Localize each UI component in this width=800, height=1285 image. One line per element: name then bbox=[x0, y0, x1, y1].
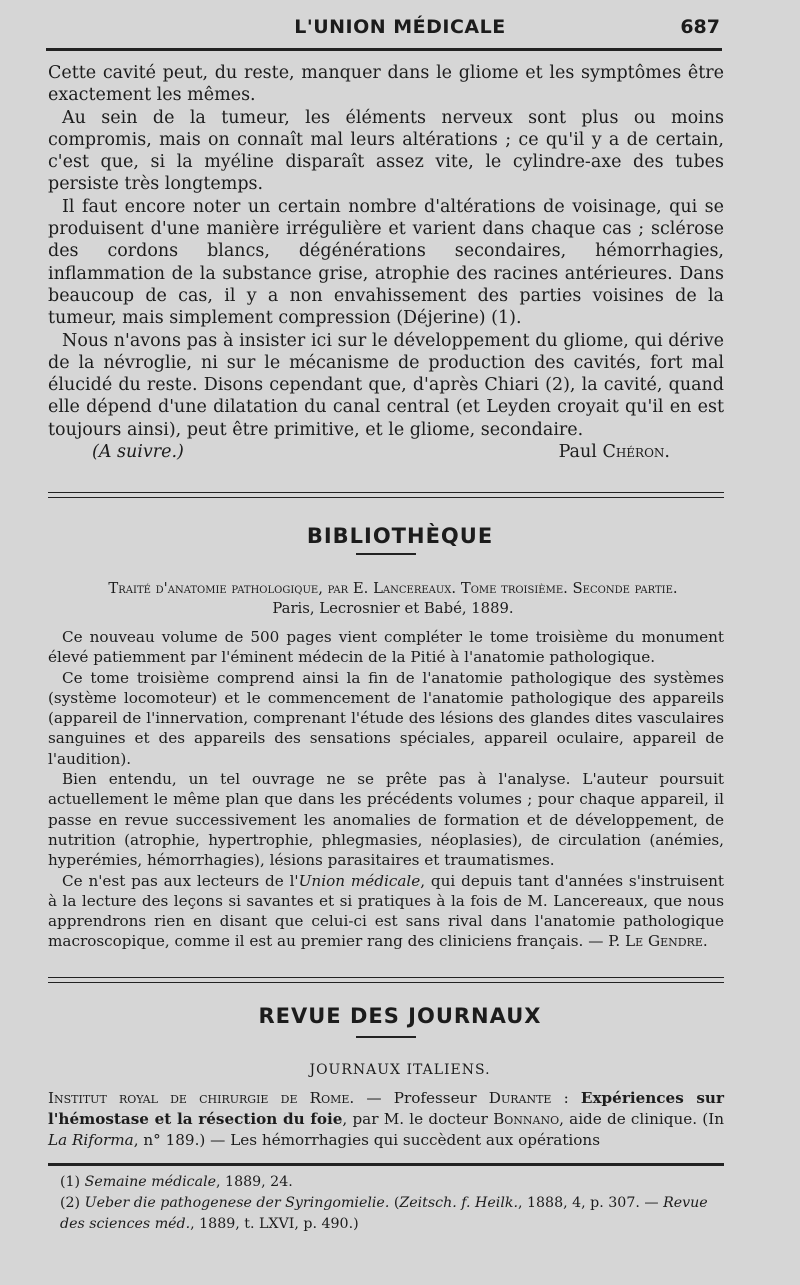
review-paragraph: Bien entendu, un tel ouvrage ne se prête pas à l'analyse. L'auteur poursuit actuellement le même plan que dans les précédents volumes ; pour chaque appareil, il passe en revue successivement les anomalies de formation et de développement, de nutrition (atrophie, hypertrophie, phlegmasies, néoplasies), de circulation (anémies, hyperémies, hémorrhagies), lésions parasitaires et traumatismes. bbox=[48, 770, 724, 870]
journal-name: Union médicale bbox=[298, 871, 421, 890]
section-divider bbox=[48, 982, 724, 983]
review-text bbox=[48, 627, 724, 952]
review-paragraph: Ce nouveau volume de 500 pages vient compléter le tome troisième du monument élevé patiemment par l'éminent médecin de la Pitié à l'anatomie pathologique. bbox=[48, 628, 724, 667]
article-signature-line bbox=[48, 441, 724, 463]
revue-paragraph: Institut royal de chirurgie de Rome. — Professeur Durante : Expériences sur l'hémostase et la résection du foie, par M. le docteur Bonnano, aide de clinique. (In La Riforma, n° 189.) — Les hémorrhagies qui succèdent aux opérations bbox=[48, 1089, 724, 1149]
article-text bbox=[48, 62, 724, 463]
revue-text bbox=[48, 1088, 724, 1151]
reviewer-signature: P. Le Gendre. bbox=[608, 932, 708, 951]
footnote-rule bbox=[48, 1163, 724, 1166]
article-paragraph: Cette cavité peut, du reste, manquer dans le gliome et les symptômes être exactement les mêmes. bbox=[48, 63, 724, 106]
book-reference-publisher: Paris, Lecrosnier et Babé, 1889. bbox=[272, 600, 514, 617]
heading-underline bbox=[356, 553, 416, 555]
experiment-title: Expériences sur l'hémostase et la résection du foie bbox=[48, 1089, 724, 1128]
article-paragraph: Au sein de la tumeur, les éléments nerveux sont plus ou moins compromis, mais on connaît mal leurs altérations ; ce qu'il y a de certain, c'est que, si la myéline disparaît assez vite, le cylindre-axe des tubes persiste très longtemps. bbox=[48, 107, 724, 195]
running-header bbox=[0, 0, 800, 48]
footnote-1: (1) Semaine médicale, 1889, 24. bbox=[60, 1174, 293, 1190]
header-rule bbox=[46, 48, 722, 51]
section-divider bbox=[48, 977, 724, 978]
review-paragraph: Ce n'est pas aux lecteurs de l'Union médicale, qui depuis tant d'années s'instruisent à la lecture des leçons si savantes et si pratiques à la fois de M. Lancereaux, que nous apprendrons rien en disant que celui-ci est sans rival dans l'anatomie pathologique macroscopique, comme il est au premier rang des cliniciens français. — P. Le Gendre. bbox=[48, 871, 724, 951]
footnotes bbox=[60, 1172, 730, 1235]
section-divider bbox=[48, 492, 724, 493]
author-signature: Paul Chéron. bbox=[558, 442, 670, 463]
article-paragraph: Nous n'avons pas à insister ici sur le développement du gliome, qui dérive de la névroglie, ni sur le mécanisme de production des cavités, fort mal élucidé du reste. Disons cependant que, d'après Chiari (2), la cavité, quand elle dépend d'une dilatation du canal central (et Leyden croyait qu'il en est toujours ainsi), peut être primitive, et le gliome, secondaire. bbox=[48, 330, 724, 440]
article-paragraph: Il faut encore noter un certain nombre d'altérations de voisinage, qui se produisent d'une manière irrégulière et varient dans chaque cas ; sclérose des cordons blancs, dégénérations secondaires, hémorrhagies, inflammation de la substance grise, atrophie des racines antérieures. Dans beaucoup de cas, il y a non envahissement des parties voisines de la tumeur, mais simplement compression (Déjerine) (1). bbox=[48, 196, 724, 329]
review-paragraph: Ce tome troisième comprend ainsi la fin de l'anatomie pathologique des systèmes (système locomoteur) et le commencement de l'anatomie pathologique des appareils (appareil de l'innervation, comprenant l'étude des lésions des glandes dites vasculaires sanguines et des appareils des sensations spéciales, appareil oculaire, appareil de l'audition). bbox=[48, 668, 724, 768]
bibliotheque-heading: BIBLIOTHÈQUE bbox=[306, 524, 494, 548]
to-follow-note: (A suivre.) bbox=[92, 442, 184, 463]
revue-subheading: JOURNAUX ITALIENS. bbox=[309, 1062, 491, 1078]
book-reference-line: Traité d'anatomie pathologique, par E. Lancereaux. Tome troisième. Seconde partie. bbox=[108, 580, 678, 597]
section-divider bbox=[48, 497, 724, 498]
journal-title: L'UNION MÉDICALE bbox=[294, 16, 506, 38]
footnote-2: (2) Ueber die pathogenese der Syringomielie. (Zeitsch. f. Heilk., 1888, 4, p. 307. — Revue des sciences méd., 1889, t. LXVI, p. 490.) bbox=[60, 1195, 708, 1232]
revue-heading: REVUE DES JOURNAUX bbox=[258, 1004, 542, 1028]
book-reference bbox=[48, 579, 738, 619]
heading-underline bbox=[356, 1036, 416, 1038]
page-number: 687 bbox=[680, 16, 720, 38]
